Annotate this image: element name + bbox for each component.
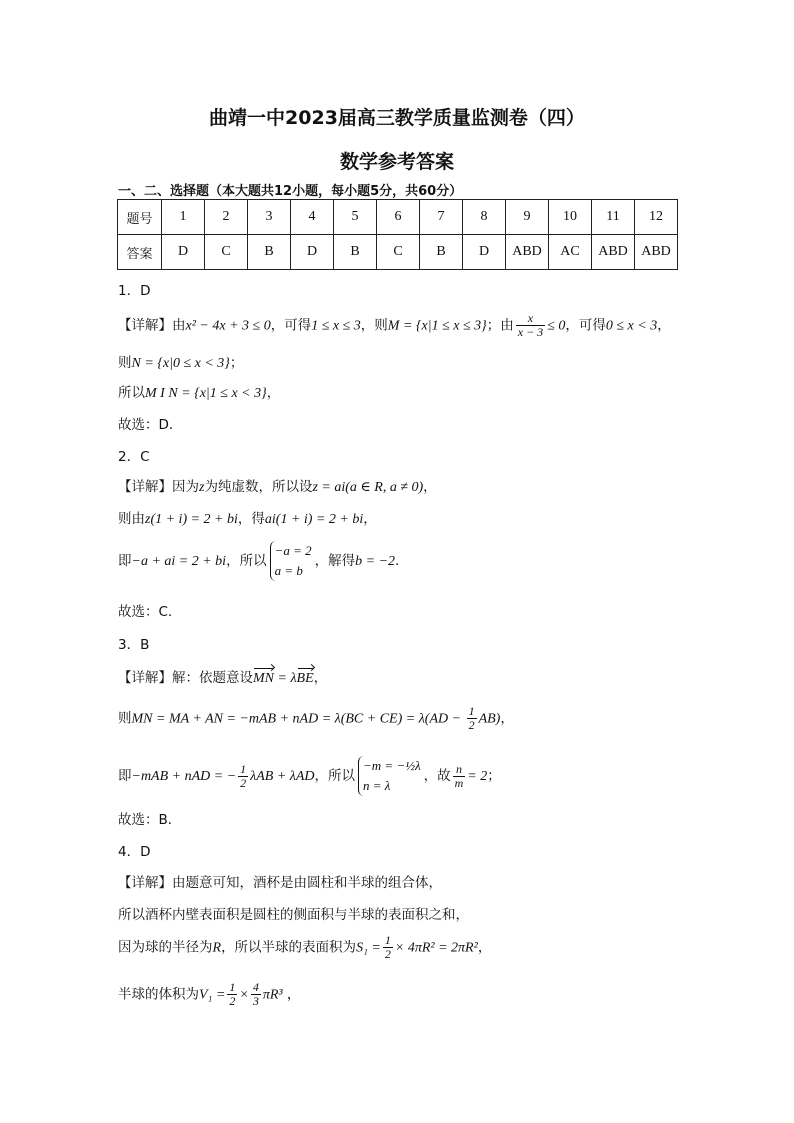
q1-heading: 1．D: [118, 283, 151, 299]
text: ；: [229, 355, 244, 371]
text: 为纯虚数，所以设: [204, 479, 313, 495]
equation-system: [358, 756, 421, 796]
text: ，所以半球的表面积为: [221, 939, 357, 956]
page-title: 曲靖一中2023届高三教学质量监测卷（四）: [209, 107, 585, 129]
math: S₁ =: [356, 940, 381, 956]
q3-heading: 3．B: [118, 637, 150, 653]
text: ，: [423, 479, 437, 495]
math: πR³: [262, 987, 283, 1003]
math: −mAB + nAD = −: [131, 769, 237, 784]
equation: −a = 2: [274, 543, 312, 558]
fraction: [453, 763, 466, 790]
text: 即: [118, 768, 132, 784]
text: 【详解】解：依题意设: [118, 670, 253, 686]
denominator: m: [454, 775, 464, 790]
table-cell: 8: [463, 200, 506, 235]
text: 则由: [118, 511, 145, 527]
denominator: 2: [229, 994, 236, 1008]
equation-system: [270, 541, 312, 581]
text: ，: [363, 511, 377, 527]
table-cell: 6: [377, 200, 420, 235]
text: ，解得: [314, 553, 356, 569]
vector: BE: [296, 671, 314, 686]
math: z: [199, 480, 205, 495]
q3-line1: [118, 666, 327, 687]
table-cell: 9: [506, 200, 549, 235]
text: ，所以: [226, 553, 267, 569]
table-cell: D: [463, 235, 506, 270]
table-cell: ABD: [635, 235, 678, 270]
q2-line3: [118, 541, 399, 581]
text: ，: [266, 385, 281, 401]
table-cell: B: [334, 235, 377, 270]
text: .: [395, 553, 400, 569]
fraction: [516, 312, 545, 339]
q4-line2: 所以酒杯内壁表面积是圆柱的侧面积与半球的表面积之和，: [118, 907, 469, 923]
q2-choice: 故选：C.: [118, 604, 173, 620]
text: 【详解】由: [118, 317, 186, 334]
text: ，得: [237, 511, 265, 527]
text: ，: [282, 986, 301, 1003]
q1-choice: 故选：D．: [118, 417, 183, 433]
q2-line1: [118, 475, 437, 496]
math: V₁ =: [199, 987, 226, 1003]
math: ×: [239, 987, 249, 1003]
q3-choice: 故选：B．: [118, 812, 182, 828]
q1-line2: [118, 351, 243, 372]
table-row: [118, 235, 678, 270]
math: AB): [478, 711, 501, 727]
q2-line2: [118, 507, 377, 528]
math: × 4πR² = 2πR²: [394, 940, 478, 956]
table-row-label: 题号: [118, 200, 162, 235]
denominator: 3: [252, 994, 259, 1008]
table-cell: C: [377, 235, 420, 270]
numerator: x: [516, 312, 545, 326]
table-cell: 3: [248, 200, 291, 235]
answer-table: [117, 199, 678, 270]
numerator: 1: [240, 761, 247, 776]
text: 因为球的半径为: [118, 939, 213, 956]
fraction: [467, 705, 477, 732]
text: ；: [487, 768, 501, 784]
vector: MN: [253, 671, 274, 686]
table-cell: 10: [549, 200, 592, 235]
table-row: [118, 200, 678, 235]
numerator: 4: [252, 980, 259, 994]
math: MN = MA + AN = −mAB + nAD = λ(BC + CE) = λ(AD −: [131, 711, 465, 727]
page-subtitle: 数学参考答案: [339, 151, 454, 173]
text: ，: [313, 670, 328, 686]
text: 则: [118, 355, 132, 371]
math: = 2: [467, 769, 488, 784]
math: R: [212, 940, 222, 956]
table-cell: B: [248, 235, 291, 270]
math: N = {x|0 ≤ x < 3}: [131, 356, 230, 371]
table-cell: ABD: [506, 235, 549, 270]
equation: a = b: [274, 563, 303, 578]
denominator: 2: [384, 947, 391, 961]
math: x² − 4x + 3 ≤ 0: [185, 318, 271, 334]
denominator: x − 3: [517, 325, 544, 339]
q4-line3: [118, 934, 491, 961]
text: ，: [500, 710, 514, 727]
text: ；由: [486, 317, 514, 334]
text: ，故: [423, 768, 451, 784]
q3-line3: [118, 756, 501, 796]
section-heading: 一、二、选择题（本大题共12小题，每小题5分，共60分）: [118, 184, 463, 199]
q4-line1: 【详解】由题意可知，酒杯是由圆柱和半球的组合体，: [118, 875, 442, 891]
math: ≤ 0: [547, 318, 566, 334]
text: 半球的体积为: [118, 986, 199, 1003]
table-cell: 7: [420, 200, 463, 235]
q4-line4: [118, 981, 300, 1008]
equation: −m = −½λ: [363, 758, 421, 773]
math: λAB + λAD: [250, 769, 315, 784]
text: ，可得: [270, 317, 312, 334]
table-cell: 12: [635, 200, 678, 235]
text: ，则: [360, 317, 388, 334]
table-cell: 11: [592, 200, 635, 235]
table-cell: ABD: [592, 235, 635, 270]
text: ，: [477, 939, 492, 956]
fraction: [251, 981, 261, 1008]
q1-line1: [118, 312, 671, 339]
math: 1 ≤ x ≤ 3: [311, 318, 361, 334]
text: 所以: [118, 385, 145, 401]
math: z(1 + i) = 2 + bi: [145, 512, 238, 527]
math: M = {x|1 ≤ x ≤ 3}: [387, 318, 487, 334]
q4-heading: 4．D: [118, 844, 151, 860]
numerator: 1: [468, 704, 475, 718]
table-cell: 4: [291, 200, 334, 235]
math: M I N = {x|1 ≤ x < 3}: [145, 386, 267, 401]
table-cell: C: [205, 235, 248, 270]
math: z = ai(a ∈ R, a ≠ 0): [312, 480, 424, 495]
q2-heading: 2．C: [118, 449, 150, 465]
table-cell: AC: [549, 235, 592, 270]
math: b = −2: [355, 554, 396, 569]
math: ai(1 + i) = 2 + bi: [264, 512, 364, 527]
denominator: 2: [468, 718, 475, 732]
fraction: [227, 981, 237, 1008]
q3-line2: [118, 705, 514, 732]
numerator: 1: [229, 980, 236, 994]
text: 【详解】因为: [118, 479, 199, 495]
math: −a + ai = 2 + bi: [131, 554, 227, 569]
text: ，: [657, 317, 671, 334]
table-cell: D: [162, 235, 205, 270]
math: = λ: [274, 671, 297, 686]
text: ，可得: [565, 317, 606, 334]
denominator: 2: [240, 775, 247, 790]
text: ，所以: [314, 768, 356, 784]
q1-line3: [118, 381, 280, 402]
fraction: [383, 934, 393, 961]
table-cell: B: [420, 235, 463, 270]
table-cell: D: [291, 235, 334, 270]
equation: n = λ: [363, 778, 391, 793]
math: 0 ≤ x < 3: [605, 318, 658, 334]
numerator: n: [453, 763, 466, 777]
text: 则: [118, 710, 132, 727]
table-cell: 1: [162, 200, 205, 235]
table-cell: 5: [334, 200, 377, 235]
table-cell: 2: [205, 200, 248, 235]
table-row-label: 答案: [118, 235, 162, 270]
text: 即: [118, 553, 132, 569]
fraction: [238, 763, 248, 790]
numerator: 1: [384, 933, 391, 947]
